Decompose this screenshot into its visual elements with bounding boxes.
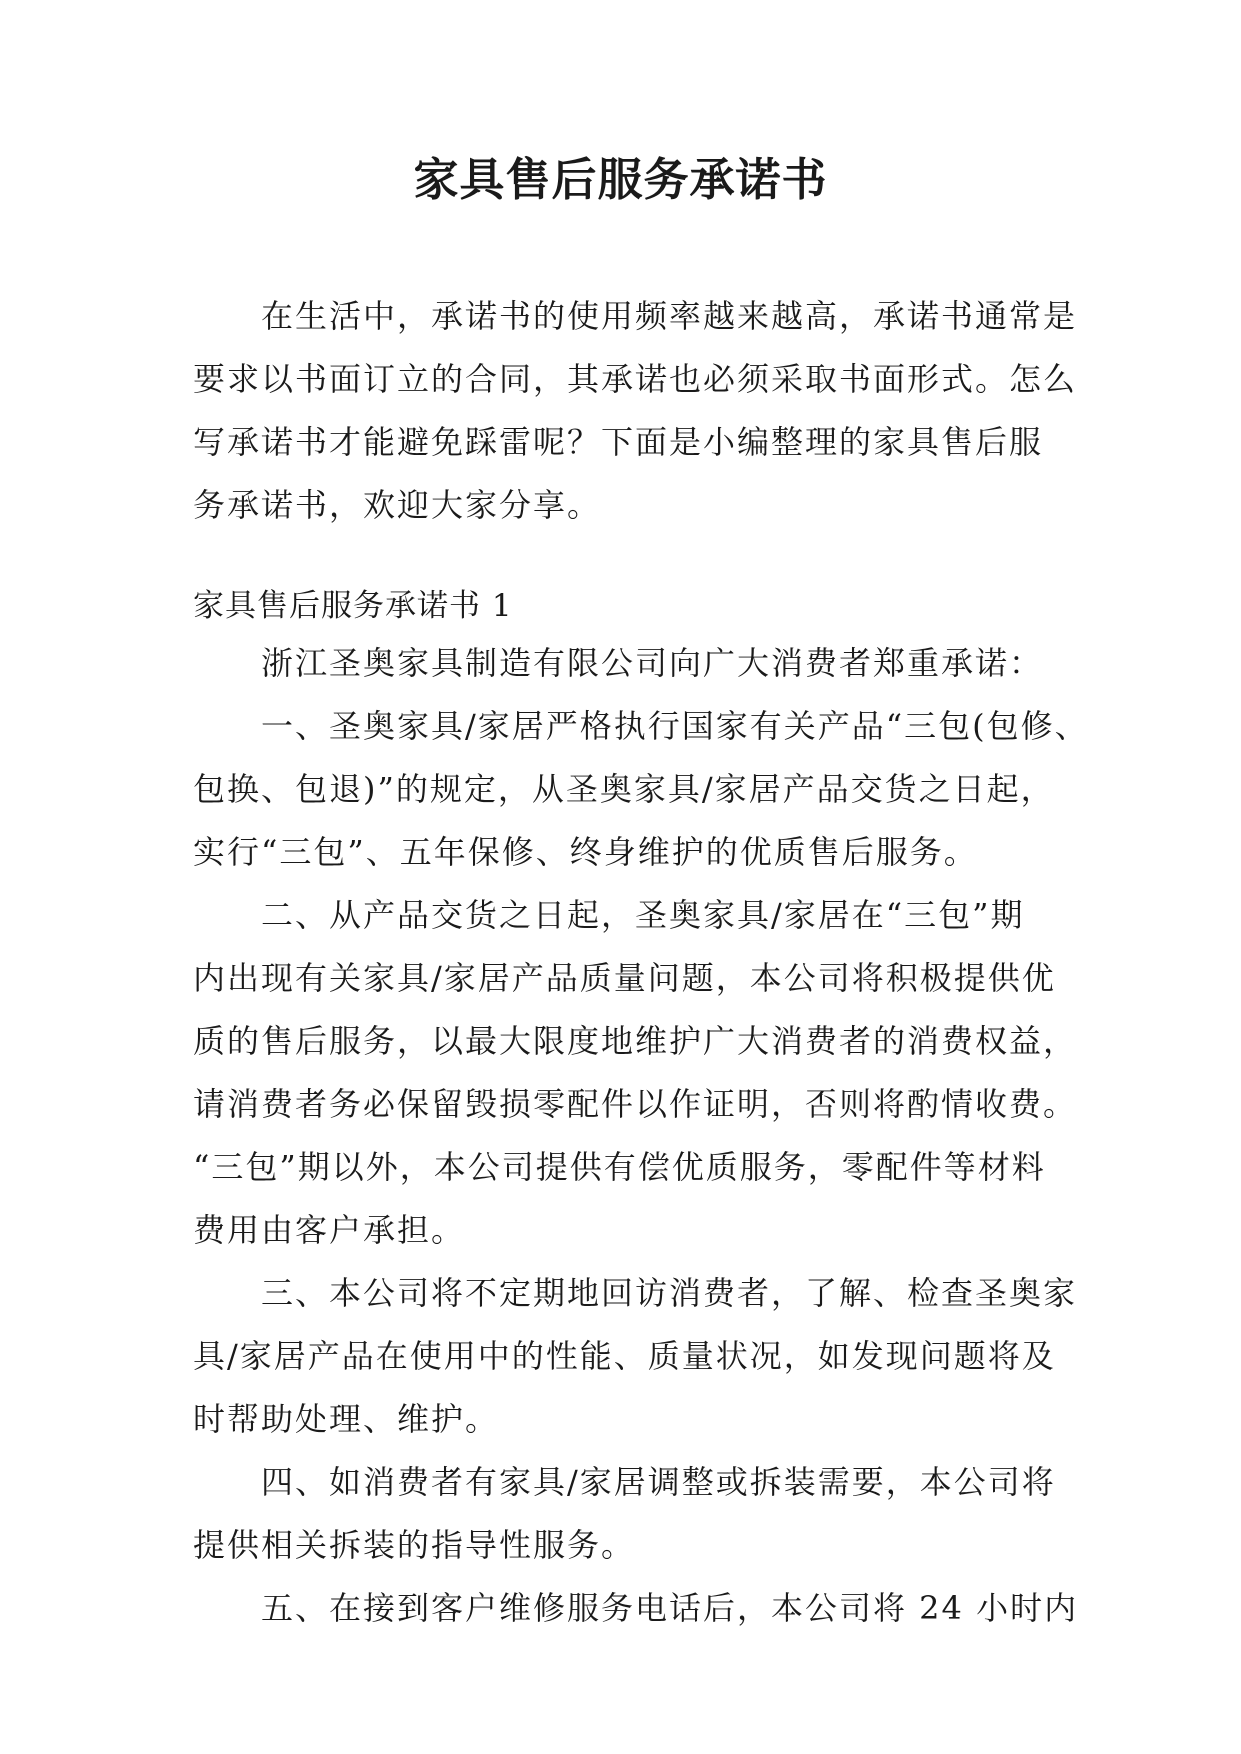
intro-line: 要求以书面订立的合同，其承诺也必须采取书面形式。怎么 — [193, 360, 1078, 398]
content-line: 质的售后服务，以最大限度地维护广大消费者的消费权益， — [193, 1022, 1078, 1060]
content-line: 费用由客户承担。 — [193, 1211, 466, 1249]
intro-paragraph — [193, 285, 1078, 537]
content-line: 三、本公司将不定期地回访消费者，了解、检查圣奥家 — [261, 1274, 1078, 1312]
section-heading: 家具售后服务承诺书 1 — [193, 588, 513, 624]
content-line: 实行“三包”、五年保修、终身维护的优质售后服务。 — [193, 833, 978, 871]
content-line: 五、在接到客户维修服务电话后，本公司将 24 小时内 — [261, 1589, 1079, 1627]
content-line: 浙江圣奥家具制造有限公司向广大消费者郑重承诺： — [261, 644, 1044, 682]
content-line: 具/家居产品在使用中的性能、质量状况，如发现问题将及 — [193, 1337, 1056, 1375]
content-line: 包换、包退)”的规定，从圣奥家具/家居产品交货之日起， — [193, 770, 1055, 808]
content-line: 二、从产品交货之日起，圣奥家具/家居在“三包”期 — [261, 896, 1025, 934]
content-line: 四、如消费者有家具/家居调整或拆装需要，本公司将 — [261, 1463, 1056, 1501]
intro-line: 写承诺书才能避免踩雷呢？下面是小编整理的家具售后服 — [193, 423, 1044, 461]
content-line: 一、圣奥家具/家居严格执行国家有关产品“三包(包修、 — [261, 707, 1089, 745]
content-line: 提供相关拆装的指导性服务。 — [193, 1526, 636, 1564]
commitment-content — [193, 632, 1089, 1640]
content-line: 时帮助处理、维护。 — [193, 1400, 500, 1438]
content-line: “三包”期以外，本公司提供有偿优质服务，零配件等材料 — [193, 1148, 1046, 1186]
intro-line: 在生活中，承诺书的使用频率越来越高，承诺书通常是 — [261, 297, 1078, 335]
content-line: 请消费者务必保留毁损零配件以作证明，否则将酌情收费。 — [193, 1085, 1078, 1123]
document-title: 家具售后服务承诺书 — [413, 153, 828, 206]
content-line: 内出现有关家具/家居产品质量问题，本公司将积极提供优 — [193, 959, 1056, 997]
intro-line: 务承诺书，欢迎大家分享。 — [193, 486, 602, 524]
